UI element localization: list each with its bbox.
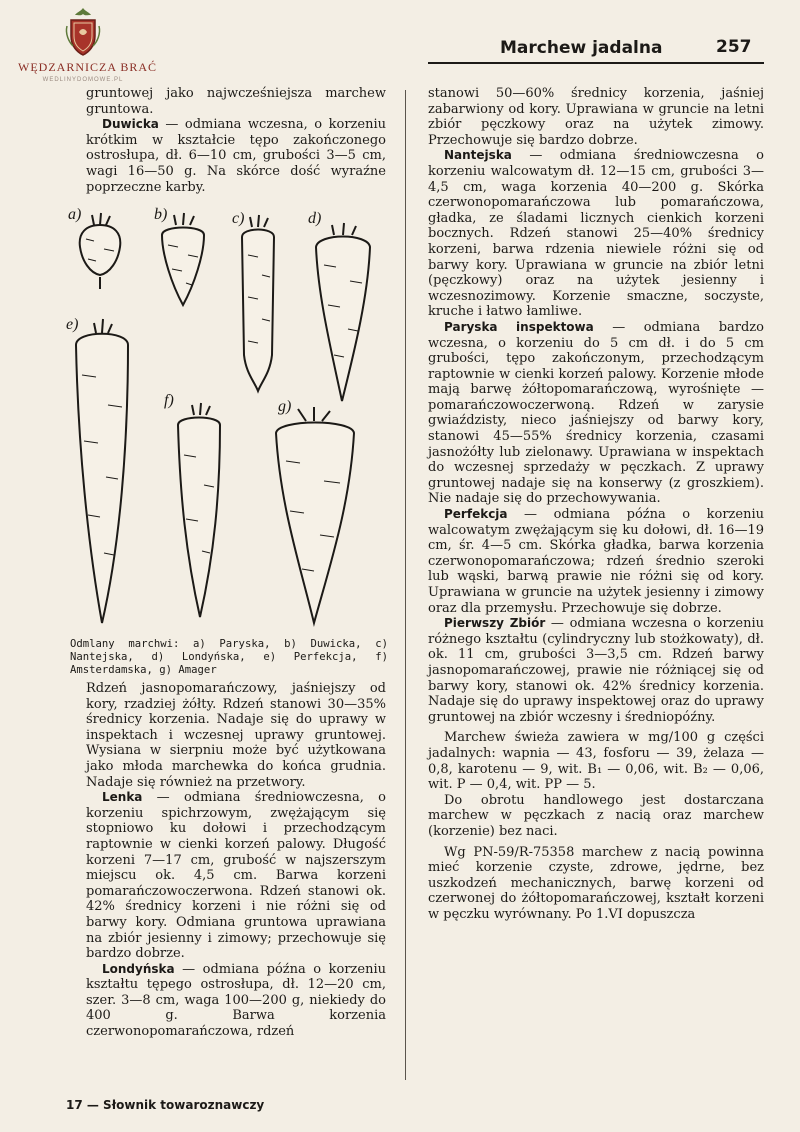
entry-duwicka bbox=[86, 117, 386, 195]
variety-name: Pierwszy Zbiór bbox=[444, 616, 546, 631]
entry-londynska bbox=[86, 962, 386, 1040]
crest-icon bbox=[63, 6, 103, 58]
carrot-icon bbox=[178, 403, 220, 617]
brand-url: WEDLINYDOMOWE.PL bbox=[42, 77, 124, 83]
carrot-icon bbox=[316, 223, 370, 401]
figure-label: f) bbox=[164, 392, 174, 409]
variety-name: Lenka bbox=[102, 790, 143, 805]
variety-name: Paryska inspektowa bbox=[444, 319, 594, 334]
variety-text: — odmiana późna o korzeniu kształtu tępego ostrosłupa, dł. 12—20 cm, szer. 3—8 cm, waga 100—200 g, niekiedy do 400 g. Barwa korzenia czerwonopomarańczowa, rdzeń bbox=[86, 961, 386, 1040]
variety-name: Duwicka bbox=[102, 117, 159, 132]
paragraph-norm: Wg PN-59/R-75358 marchew z nacią powinna mieć korzenie czyste, zdrowe, jędrne, bez uszkodzeń mechanicznych, barwę korzeni od czerwonej do żółtopomarańczowej, kształt korzeni w pęczku wyrównany. Po 1.VI dopuszcza bbox=[428, 844, 764, 922]
entry-paryska bbox=[428, 320, 764, 507]
paragraph-nutrition: Marchew świeża zawiera w mg/100 g części jadalnych: wapnia — 43, fosforu — 39, żelaza — 0,8, karotenu — 9, wit. B₁ — 0,06, wit. B₂ — 0,06, wit. P — 0,4, wit. PP — 5. bbox=[428, 730, 764, 793]
figure-label: b) bbox=[154, 206, 168, 223]
entry-nantejska bbox=[428, 148, 764, 320]
carrot-icon bbox=[76, 319, 128, 623]
variety-name: Nantejska bbox=[444, 148, 512, 163]
carrot-figure bbox=[64, 205, 394, 630]
figure-label: d) bbox=[308, 210, 322, 227]
variety-text: — odmiana późna o korzeniu walcowatym zwężającym się ku dołowi, dł. 16—19 cm, śr. 4—5 cm. Skórka gładka, barwa korzenia czerwonopomarańczowa; rdzeń średnio szeroki lub wąski, barwą prawie nie różni się od kory. Uprawiana w gruncie na użytek jesienny i zimowy oraz dla przemysłu. Przechowuje się dobrze. bbox=[428, 507, 764, 616]
left-column-top bbox=[86, 86, 386, 195]
figure-label: a) bbox=[68, 206, 82, 223]
variety-text: — odmiana średniowczesna o korzeniu walcowatym dł. 12—15 cm, grubości 3—4,5 cm, waga korzenia 40—200 g. Skórka czerwonopomarańczowa lub pomarańczowa, gładka, ze śladami licznych cienkich korzeni bocznych. Rdzeń stanowi 25—40% średnicy korzeni, barwa rdzenia niewiele różni się od barwy kory. Uprawiana w gruncie na zbiór letni (pęczkowy) oraz na użytek jesienny i wczesnozimowy. Korzenie smaczne, soczyste, kruche i łatwo łamliwe. bbox=[428, 148, 764, 320]
figure-label: c) bbox=[232, 210, 245, 227]
variety-name: Londyńska bbox=[102, 961, 175, 976]
paragraph-trade: Do obrotu handlowego jest dostarczana marchew w pęczkach z nacią oraz marchew (korzenie) bez naci. bbox=[428, 792, 764, 839]
variety-text: — odmiana bardzo wczesna, o korzeniu do 5 cm dł. i do 5 cm grubości, tępo zakończonym, przechodzącym raptownie w cienki korzeń palowy. Korzenie młode mają barwę żółtopomarańczową, wyrośnięte — pomarańczowoczerwoną. Rdzeń w zarysie gwiaździsty, nieco jaśniejszy od barwy kory, stanowi 45—55% średnicy korzenia, czasami jasnożółty lub zielonawy. Uprawiana w inspektach do wczesnej sprzedaży w pęczkach. Z uprawy gruntowej nadaje się na konserwy (z groszkiem). Nie nadaje się do przechowywania. bbox=[428, 319, 764, 507]
paragraph: Rdzeń jasnopomarańczowy, jaśniejszy od kory, rzadziej żółty. Rdzeń stanowi 30—35% średnicy korzenia. Nadaje się do uprawy w inspektach i wczesnej uprawy gruntowej. Wysiana w sierpniu może być użytkowana jako młoda marchewka do końca grudnia. Nadaje się również na przetwory. bbox=[86, 681, 386, 790]
page-footer: 17 — Słownik towaroznawczy bbox=[66, 1098, 265, 1112]
page-number: 257 bbox=[716, 37, 752, 57]
figure-label: g) bbox=[278, 398, 292, 415]
variety-text: — odmiana średniowczesna, o korzeniu spichrzowym, zwężającym się stopniowo ku dołowi i przechodzącym raptownie w cienki korzeń palowy. Długość korzeni 7—17 cm, grubość w najszerszym miejscu ok. 4,5 cm. Barwa korzeni pomarańczowoczerwona. Rdzeń stanowi ok. 42% średnicy korzeni i nie różni się od barwy kory. Odmiana gruntowa uprawiana na zbiór jesienny i zimowy; przechowuje się bardzo dobrze. bbox=[86, 790, 386, 962]
figure-label: e) bbox=[66, 316, 79, 333]
carrot-icon bbox=[242, 215, 274, 391]
entry-lenka bbox=[86, 790, 386, 962]
carrot-icon bbox=[80, 213, 121, 289]
right-column bbox=[428, 86, 764, 922]
paragraph: gruntowej jako najwcześniejsza marchew gruntowa. bbox=[86, 86, 386, 117]
entry-pierwszy-zbior bbox=[428, 616, 764, 725]
running-head: Marchew jadalna bbox=[500, 38, 663, 58]
variety-text: — odmiana wczesna o korzeniu różnego kształtu (cylindryczny lub stożkowaty), dł. ok. 11 cm, grubości 3—3,5 cm. Rdzeń barwy jasnopomarańczowej, prawie nie różniącej się od barwy kory, stanowi ok. 42% średnicy korzenia. Nadaje się do uprawy inspektowej oraz do uprawy gruntowej na zbiór wczesny i średniopóźny. bbox=[428, 616, 765, 725]
carrot-illustration bbox=[64, 205, 394, 630]
column-divider bbox=[405, 90, 406, 1080]
left-column-bottom bbox=[86, 681, 386, 1040]
variety-text: — odmiana wczesna, o korzeniu krótkim w kształcie tępo zakończonego ostrosłupa, dł. 6—10 cm, grubości 3—5 cm, wagi 16—50 g. Na skórce dość wyraźne poprzeczne karby. bbox=[86, 117, 386, 195]
header-rule bbox=[428, 62, 764, 64]
brand-logo bbox=[18, 6, 157, 96]
brand-name: WĘDZARNICZA BRAĆ bbox=[18, 60, 157, 74]
paragraph: stanowi 50—60% średnicy korzenia, jaśniej zabarwiony od kory. Uprawiana w gruncie na letni zbiór pęczkowy oraz na użytek zimowy. Przechowuje się bardzo dobrze. bbox=[428, 86, 764, 148]
variety-name: Perfekcja bbox=[444, 507, 508, 522]
entry-perfekcja bbox=[428, 507, 764, 616]
carrot-icon bbox=[276, 407, 354, 623]
figure-caption: Odmlany marchwi: a) Paryska, b) Duwicka, c) Nantejska, d) Londyńska, e) Perfekcja, f) Amsterdamska, g) Amager bbox=[70, 638, 388, 676]
carrot-icon bbox=[162, 213, 204, 305]
